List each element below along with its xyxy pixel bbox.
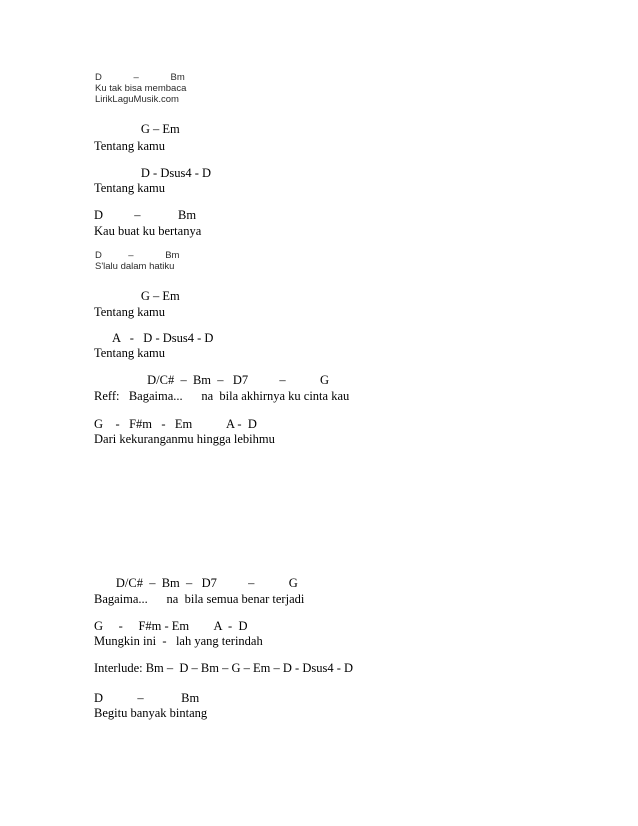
watermark-text: LirikLaguMusik.com [95,94,179,105]
chord-line: G – Em [94,289,180,303]
chord-line: G – Em [94,122,180,136]
interlude-line: Interlude: Bm – D – Bm – G – Em – D - Dsus4 - D [94,661,354,675]
image-lyric-line: S'lalu dalam hatiku [95,261,175,272]
chord-line: D/C# – Bm – D7 – G [94,576,298,590]
chord-line: G - F#m - Em A - D [94,417,257,431]
lyric-line: Tentang kamu [94,346,165,360]
lyric-line: Reff: Bagaima... na bila akhirnya ku cinta kau [94,389,350,403]
lyric-line: Bagaima... na bila semua benar terjadi [94,592,305,606]
lyric-line: Tentang kamu [94,181,165,195]
lyric-line: Kau buat ku bertanya [94,224,202,238]
image-lyric-line: Ku tak bisa membaca [95,83,187,94]
lyric-line: Dari kekuranganmu hingga lebihmu [94,432,275,446]
chord-line: D – Bm [94,691,200,705]
lyric-line: Begitu banyak bintang [94,706,208,720]
chord-line: A - D - Dsus4 - D [94,331,214,345]
lyric-line: Mungkin ini - lah yang terindah [94,634,263,648]
chord-line: D – Bm [94,208,197,222]
lyric-line: Tentang kamu [94,305,165,319]
image-chord-line: D – Bm [95,250,180,261]
chord-line: D - Dsus4 - D [94,166,212,180]
chord-line: D/C# – Bm – D7 – G [94,373,330,387]
chord-line: G - F#m - Em A - D [94,619,248,633]
lyric-line: Tentang kamu [94,139,165,153]
image-chord-line: D – Bm [95,72,185,83]
